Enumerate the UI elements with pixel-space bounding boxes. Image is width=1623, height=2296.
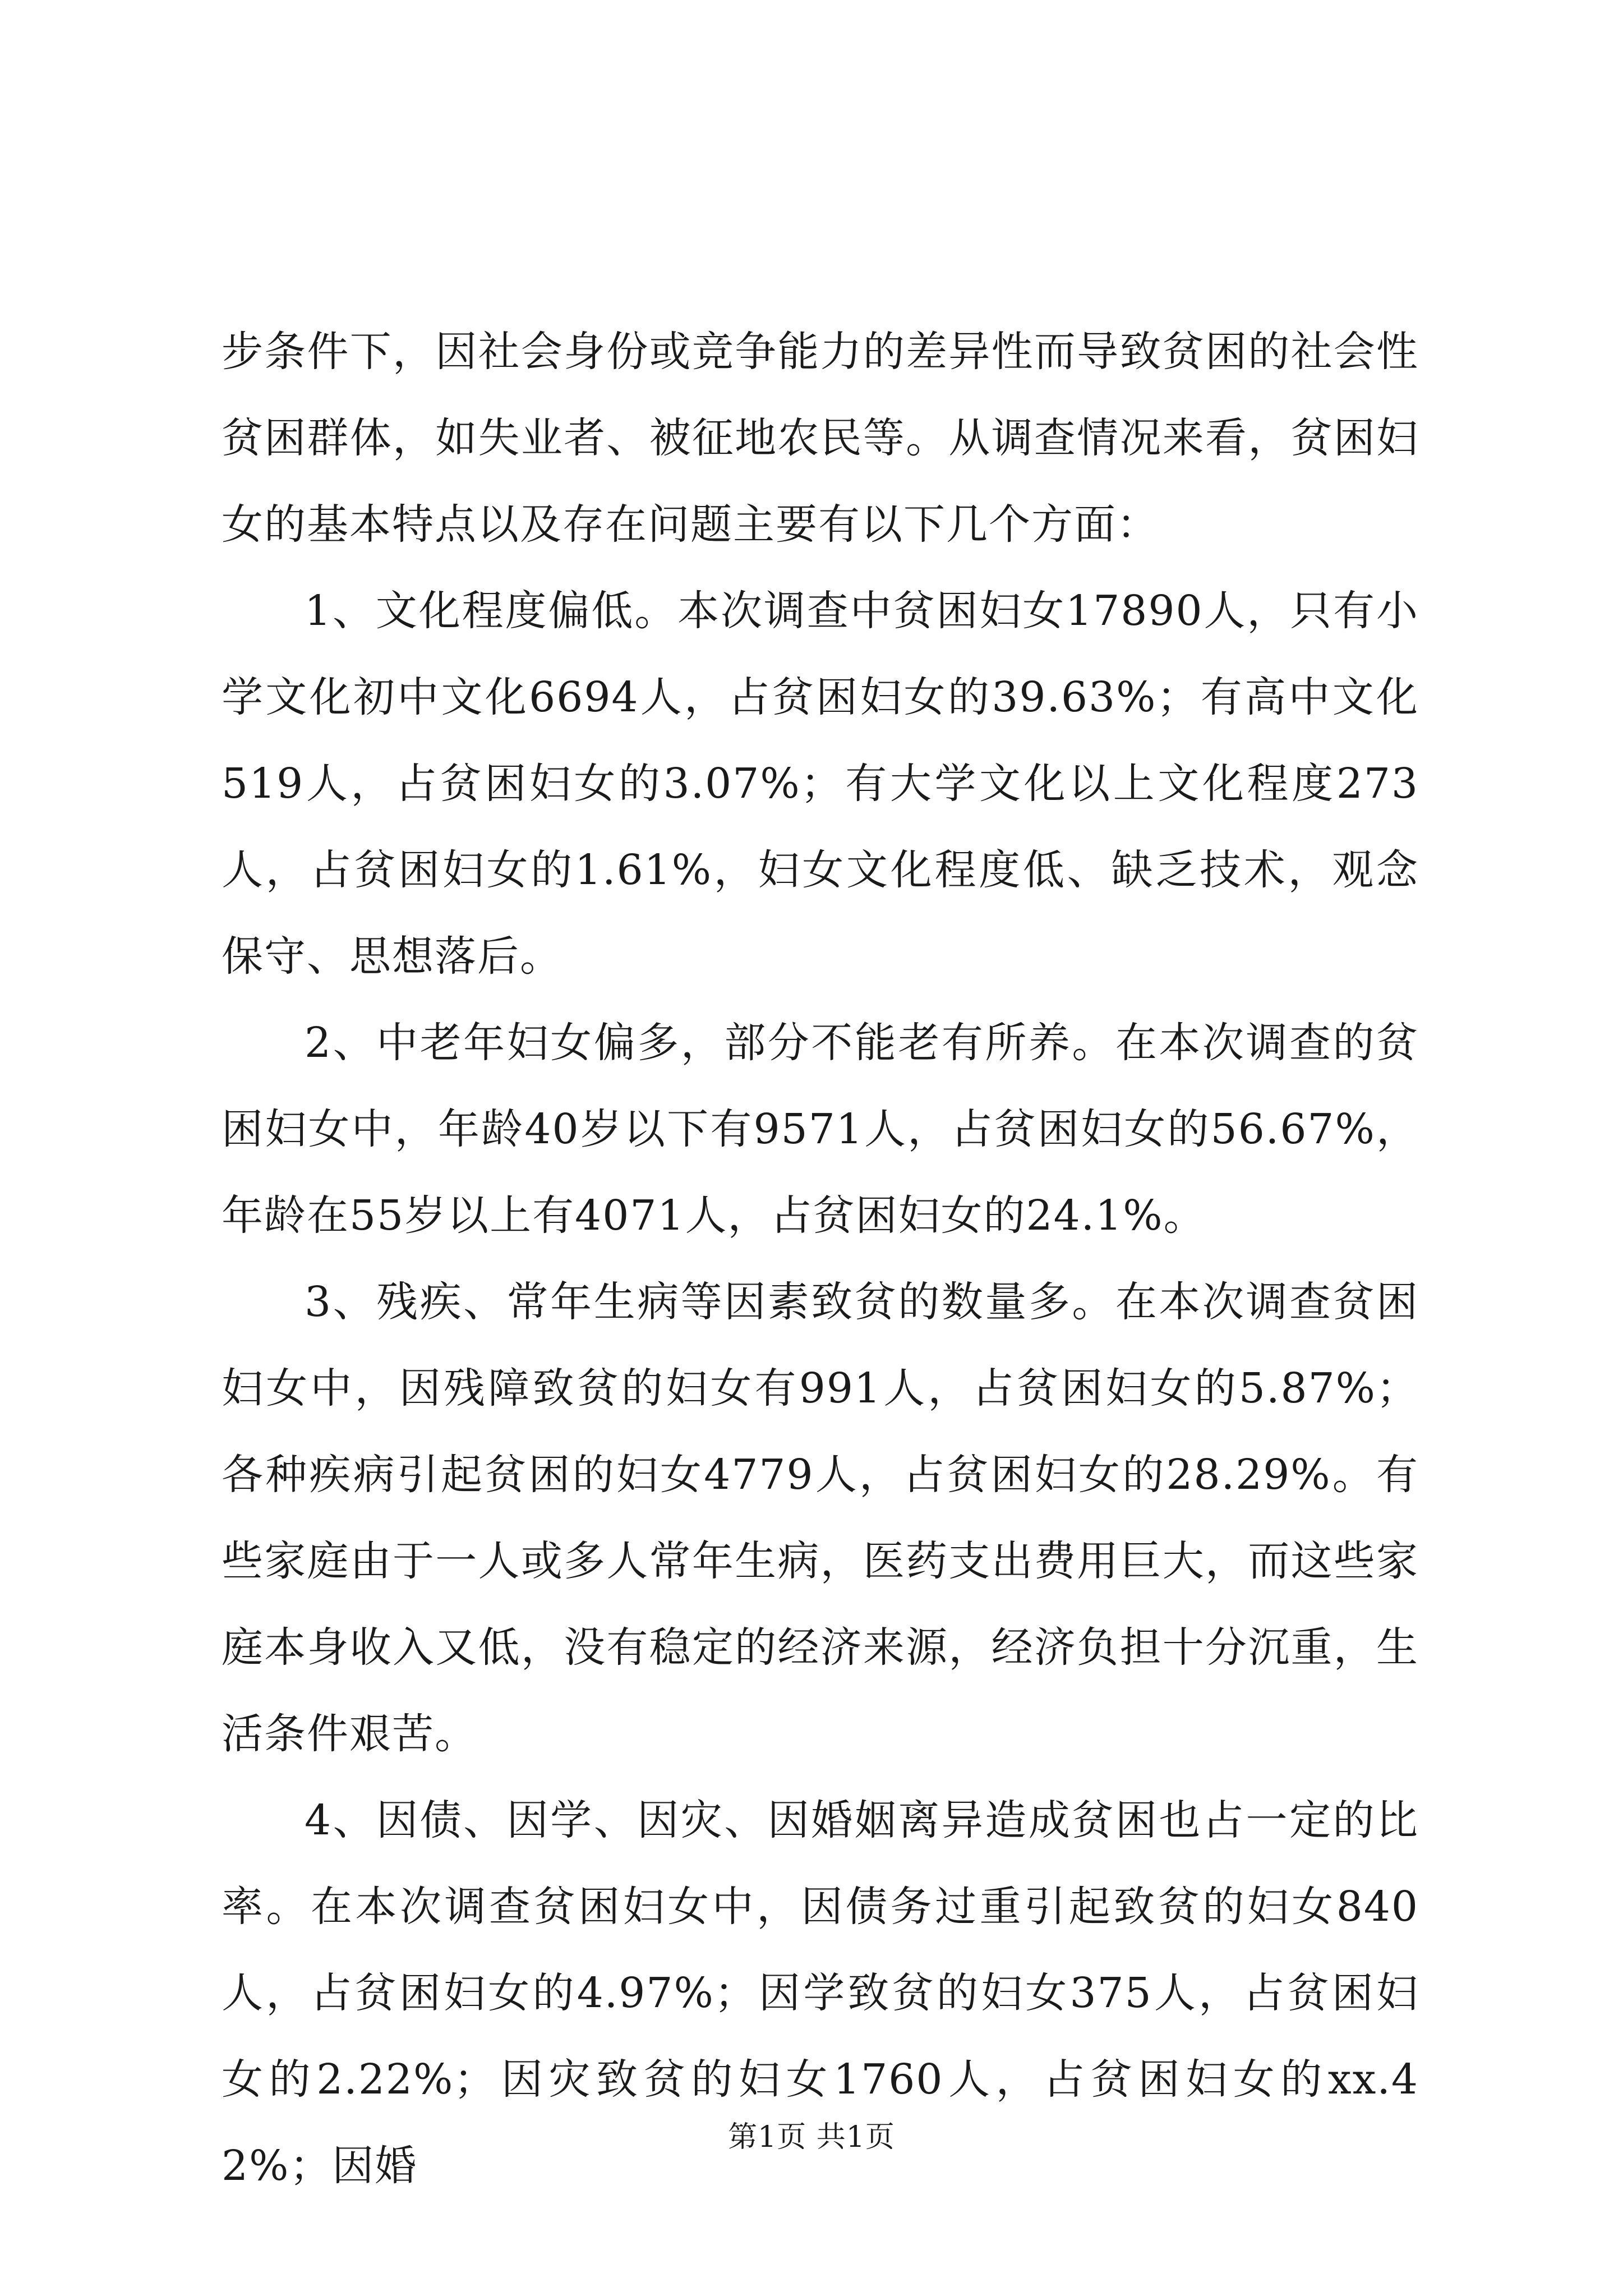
paragraph-item-3: 3、残疾、常年生病等因素致贫的数量多。在本次调查贫困妇女中，因残障致贫的妇女有991人，占贫困妇女的5.87%；各种疾病引起贫困的妇女4779人，占贫困妇女的28.29%。有些家庭由于一人或多人常年生病，医药支出费用巨大，而这些家庭本身收入又低，没有稳定的经济来源，经济负担十分沉重，生活条件艰苦。 bbox=[222, 1278, 1419, 1758]
paragraph-intro: 步条件下，因社会身份或竞争能力的差异性而导致贫困的社会性贫困群体，如失业者、被征地农民等。从调查情况来看，贫困妇女的基本特点以及存在问题主要有以下几个方面： bbox=[222, 328, 1419, 549]
paragraph-item-2: 2、中老年妇女偏多，部分不能老有所养。在本次调查的贫困妇女中，年龄40岁以下有9571人，占贫困妇女的56.67%，年龄在55岁以上有4071人，占贫困妇女的24.1%。 bbox=[222, 1019, 1419, 1240]
paragraph-item-1: 1、文化程度偏低。本次调查中贫困妇女17890人，只有小学文化初中文化6694人，占贫困妇女的39.63%；有高中文化519人，占贫困妇女的3.07%；有大学文化以上文化程度273人，占贫困妇女的1.61%，妇女文化程度低、缺乏技术，观念保守、思想落后。 bbox=[222, 587, 1419, 981]
paragraph-item-4: 4、因债、因学、因灾、因婚姻离异造成贫困也占一定的比率。在本次调查贫困妇女中，因债务过重引起致贫的妇女840人，占贫困妇女的4.97%；因学致贫的妇女375人，占贫困妇女的2.22%；因灾致贫的妇女1760人，占贫困妇女的xx.42%；因婚 bbox=[222, 1796, 1419, 2190]
document-body bbox=[222, 309, 1419, 2209]
page-footer: 第1页 共1页 bbox=[728, 2120, 895, 2154]
